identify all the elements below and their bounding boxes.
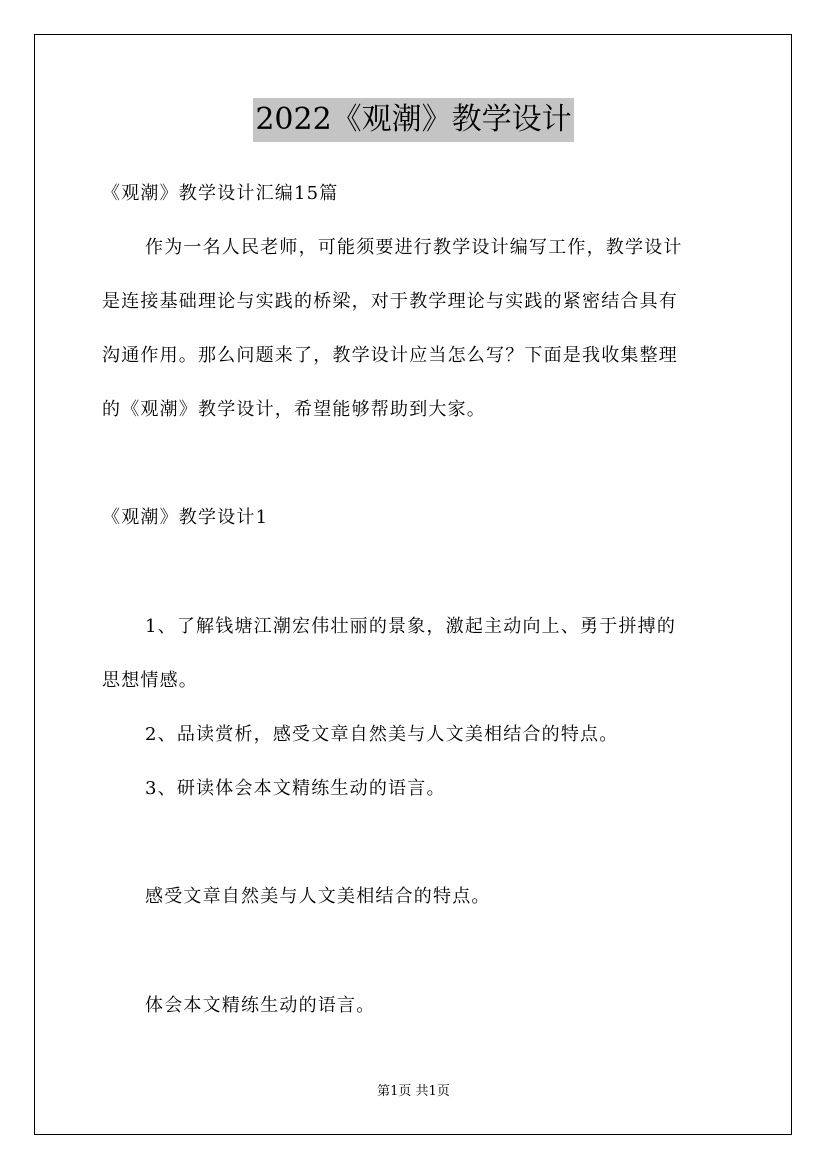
intro-line-2: 是连接基础理论与实践的桥梁，对于教学理论与实践的紧密结合具有	[102, 291, 678, 312]
document-subtitle: 《观潮》教学设计汇编15篇	[102, 183, 339, 204]
intro-line-1: 作为一名人民老师，可能须要进行教学设计编写工作，教学设计	[145, 237, 683, 258]
objective-line-1-cont: 思想情感。	[102, 670, 198, 691]
intro-line-4: 的《观潮》教学设计，希望能够帮助到大家。	[102, 399, 486, 420]
objective-line-3: 3、研读体会本文精练生动的语言。	[145, 778, 446, 799]
objective-line-2: 2、品读赏析，感受文章自然美与人文美相结合的特点。	[145, 724, 619, 745]
objective-line-1: 1、了解钱塘江潮宏伟壮丽的景象，激起主动向上、勇于拼搏的	[145, 616, 677, 637]
page-footer: 第1页 共1页	[377, 1084, 450, 1099]
document-title: 2022《观潮》教学设计	[253, 98, 573, 142]
section-heading: 《观潮》教学设计1	[102, 507, 269, 528]
key-point: 感受文章自然美与人文美相结合的特点。	[145, 886, 491, 907]
title-container	[0, 98, 827, 142]
intro-line-3: 沟通作用。那么问题来了，教学设计应当怎么写？下面是我收集整理	[102, 345, 678, 366]
difficult-point: 体会本文精练生动的语言。	[145, 995, 376, 1016]
